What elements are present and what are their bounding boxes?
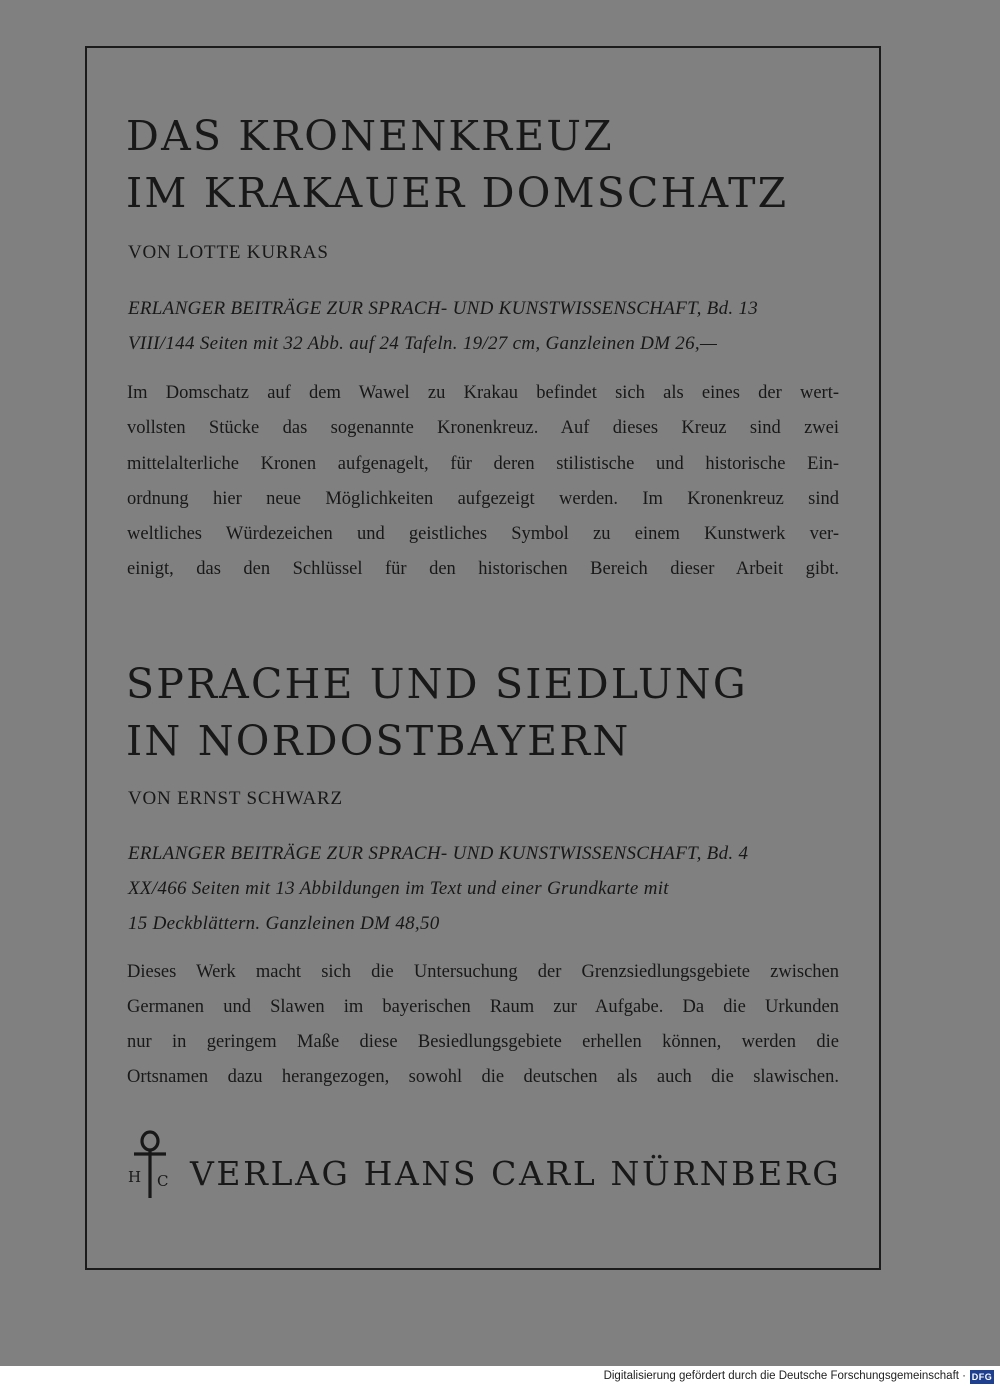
book1-description-line: ordnung hier neue Möglichkeiten aufgezeigt werden. Im Kronenkreuz sind bbox=[127, 488, 839, 509]
book2-meta bbox=[128, 836, 843, 941]
book1-author: VON LOTTE KURRAS bbox=[128, 242, 329, 263]
book2-series: ERLANGER BEITRÄGE ZUR SPRACH- UND KUNSTWISSENSCHAFT, Bd. 4 bbox=[128, 843, 749, 864]
publisher-logo-letter-c: C bbox=[157, 1172, 169, 1190]
footer-funding-text: Digitalisierung gefördert durch die Deutsche Forschungsgemeinschaft · bbox=[603, 1370, 966, 1382]
publisher-logo bbox=[124, 1130, 176, 1202]
book2-details-line1: XX/466 Seiten mit 13 Abbildungen im Text und einer Grundkarte mit bbox=[128, 878, 669, 899]
book2-description bbox=[127, 955, 839, 1095]
book2-author: VON ERNST SCHWARZ bbox=[128, 788, 343, 809]
book2-description-line: nur in geringem Maße diese Besiedlungsgebiete erhellen können, werden die bbox=[127, 1032, 839, 1052]
book1-description-line: Im Domschatz auf dem Wawel zu Krakau befindet sich als eines der wert- bbox=[127, 383, 839, 403]
book1-description-line: mittelalterliche Kronen aufgenagelt, für deren stilistische und historische Ein- bbox=[127, 453, 839, 474]
publisher-name: VERLAG HANS CARL NÜRNBERG bbox=[190, 1154, 842, 1193]
footer-bar bbox=[0, 1366, 1000, 1390]
book1-meta bbox=[128, 291, 843, 361]
publisher-logo-letter-h: H bbox=[128, 1168, 142, 1186]
book1-details: VIII/144 Seiten mit 32 Abb. auf 24 Tafeln. 19/27 cm, Ganzleinen DM 26,— bbox=[128, 333, 718, 354]
book1-title: DAS KRONENKREUZ IM KRAKAUER DOMSCHATZ bbox=[126, 112, 789, 217]
book1-description bbox=[127, 376, 839, 588]
book1-series: ERLANGER BEITRÄGE ZUR SPRACH- UND KUNSTWISSENSCHAFT, Bd. 13 bbox=[128, 298, 759, 319]
book1-description-line: weltliches Würdezeichen und geistliches Symbol zu einem Kunstwerk ver- bbox=[127, 524, 839, 545]
book2-description-line: Dieses Werk macht sich die Untersuchung der Grenzsiedlungsgebiete zwischen bbox=[127, 962, 839, 982]
book1-description-line: vollsten Stücke das sogenannte Kronenkreuz. Auf dieses Kreuz sind zwei bbox=[127, 418, 839, 439]
book2-title: SPRACHE UND SIEDLUNG IN NORDOSTBAYERN bbox=[126, 660, 748, 765]
book2-details-line2: 15 Deckblättern. Ganzleinen DM 48,50 bbox=[128, 913, 440, 934]
book2-description-line: Germanen und Slawen im bayerischen Raum zur Aufgabe. Da die Urkunden bbox=[127, 997, 839, 1017]
book2-description-line: Ortsnamen dazu herangezogen, sowohl die deutschen als auch die slawischen. bbox=[127, 1067, 839, 1087]
dfg-logo[interactable]: DFG bbox=[971, 1372, 993, 1382]
book1-description-line: einigt, das den Schlüssel für den historischen Bereich dieser Arbeit gibt. bbox=[127, 559, 839, 580]
